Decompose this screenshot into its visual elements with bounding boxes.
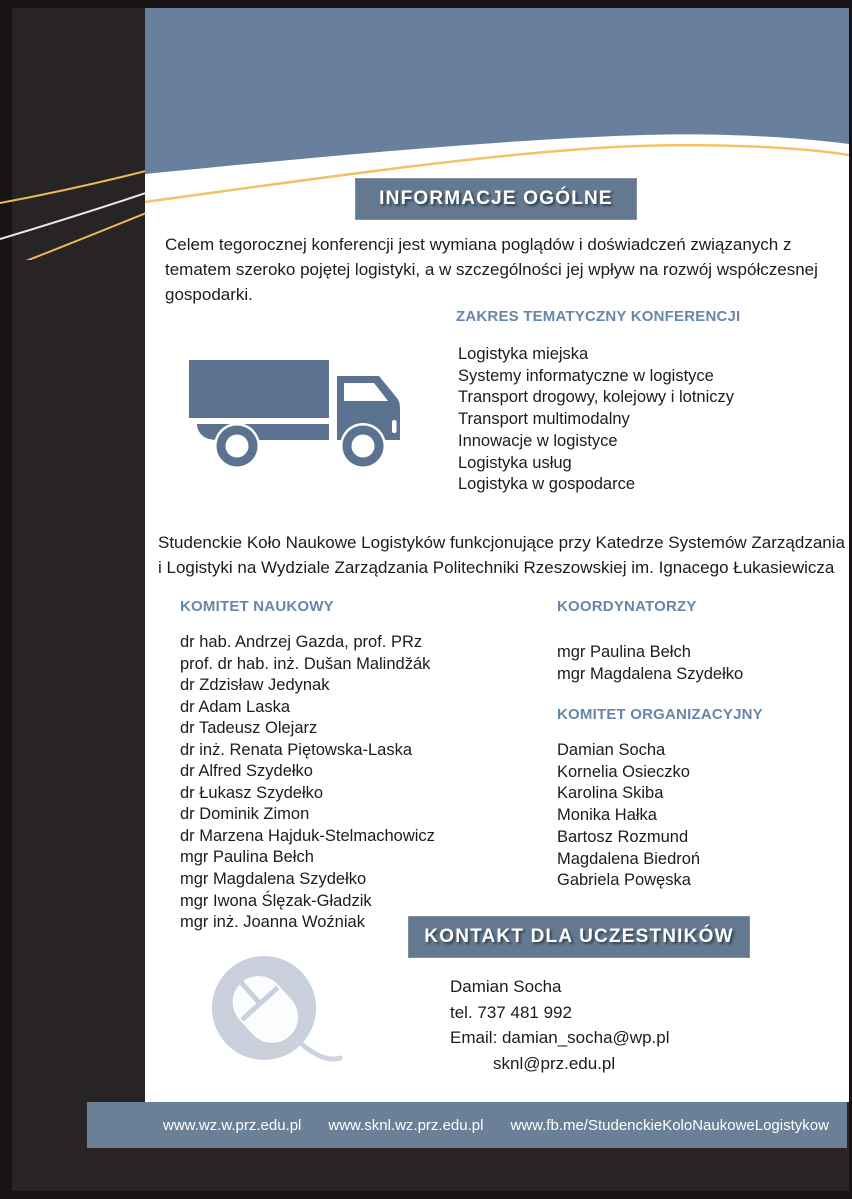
topic-item: Transport multimodalny [458,410,630,429]
committee-member: dr Alfred Szydełko [180,762,313,781]
coordinators-list [557,642,743,685]
contact-name: Damian Socha [450,977,562,996]
committee-member: mgr inż. Joanna Woźniak [180,913,365,932]
org-member: Karolina Skiba [557,784,664,803]
truck-icon [175,350,400,472]
contact-email-primary[interactable]: Email: damian_socha@wp.pl [450,1028,670,1047]
footer-link-facebook[interactable]: www.fb.me/StudenckieKoloNaukoweLogistykow [510,1116,829,1134]
computer-mouse-icon [200,938,350,1083]
committee-member: dr Łukasz Szydełko [180,783,324,802]
page-title [355,178,637,220]
page-title-label: INFORMACJE OGÓLNE [379,188,613,209]
footer-links-bar [87,1102,847,1148]
contact-email-secondary[interactable]: sknl@prz.edu.pl [493,1053,616,1073]
org-member: Monika Hałka [557,806,657,825]
committee-member: dr Dominik Zimon [180,805,310,824]
scientific-committee-list [180,632,435,934]
coordinator: mgr Paulina Bełch [557,643,691,661]
org-member: Kornelia Osieczko [557,762,690,781]
intro-paragraph: Celem tegorocznej konferencji jest wymiana poglądów i doświadczeń związanych z tematem szeroko pojętej logistyki, a w szczególności jej wpływ na rozwój współczesnej gospodarki. [165,235,818,304]
committee-member: dr Zdzisław Jedynak [180,676,330,695]
committee-member: mgr Iwona Ślęzak-Gładzik [180,891,372,910]
topic-item: Innowacje w logistyce [458,431,618,450]
org-member: Magdalena Biedroń [557,849,701,868]
topic-item: Systemy informatyczne w logistyce [458,366,714,385]
committee-member: dr Tadeusz Olejarz [180,719,318,738]
contact-banner-label: KONTAKT DLA UCZESTNIKÓW [424,926,734,947]
contact-banner [408,916,750,958]
topics-list [458,344,734,496]
committee-member: mgr Paulina Bełch [180,848,314,867]
contact-phone[interactable]: tel. 737 481 992 [450,1002,572,1022]
coordinator: mgr Magdalena Szydełko [557,664,744,683]
org-member: Bartosz Rozmund [557,827,689,846]
org-member: Damian Socha [557,741,666,759]
section-heading-zakres: ZAKRES TEMATYCZNY KONFERENCJI [456,308,741,325]
topic-item: Transport drogowy, kolejowy i lotniczy [458,388,735,407]
section-heading-komitet-naukowy: KOMITET NAUKOWY [180,598,334,615]
skn-description: Studenckie Koło Naukowe Logistyków funkcjonujące przy Katedrze Systemów Zarządzania i Logistyki na Wydziale Zarządzania Politechniki Rzeszowskiej im. Ignacego Łukasiewicza [158,533,845,577]
section-heading-koordynatorzy: KOORDYNATORZY [557,598,697,615]
committee-member: dr inż. Renata Piętowska-Laska [180,740,413,759]
contact-details [450,974,669,1076]
committee-member: dr Adam Laska [180,697,291,716]
committee-member: dr hab. Andrzej Gazda, prof. PRz [180,633,423,651]
footer-link-sknl[interactable]: www.sknl.wz.prz.edu.pl [328,1116,484,1134]
topic-item: Logistyka miejska [458,345,589,363]
section-heading-komitet-organizacyjny: KOMITET ORGANIZACYJNY [557,706,763,723]
committee-member: dr Marzena Hajduk-Stelmachowicz [180,826,435,845]
swoosh-lines-decoration [0,150,146,260]
committee-member: prof. dr hab. inż. Dušan Malindžák [180,654,431,673]
topic-item: Logistyka w gospodarce [458,475,636,494]
organizing-committee-list [557,740,700,892]
topic-item: Logistyka usług [458,453,572,472]
committee-member: mgr Magdalena Szydełko [180,870,367,889]
footer-link-wz[interactable]: www.wz.w.prz.edu.pl [163,1116,302,1134]
org-member: Gabriela Powęska [557,871,691,890]
content-panel [145,8,849,1102]
